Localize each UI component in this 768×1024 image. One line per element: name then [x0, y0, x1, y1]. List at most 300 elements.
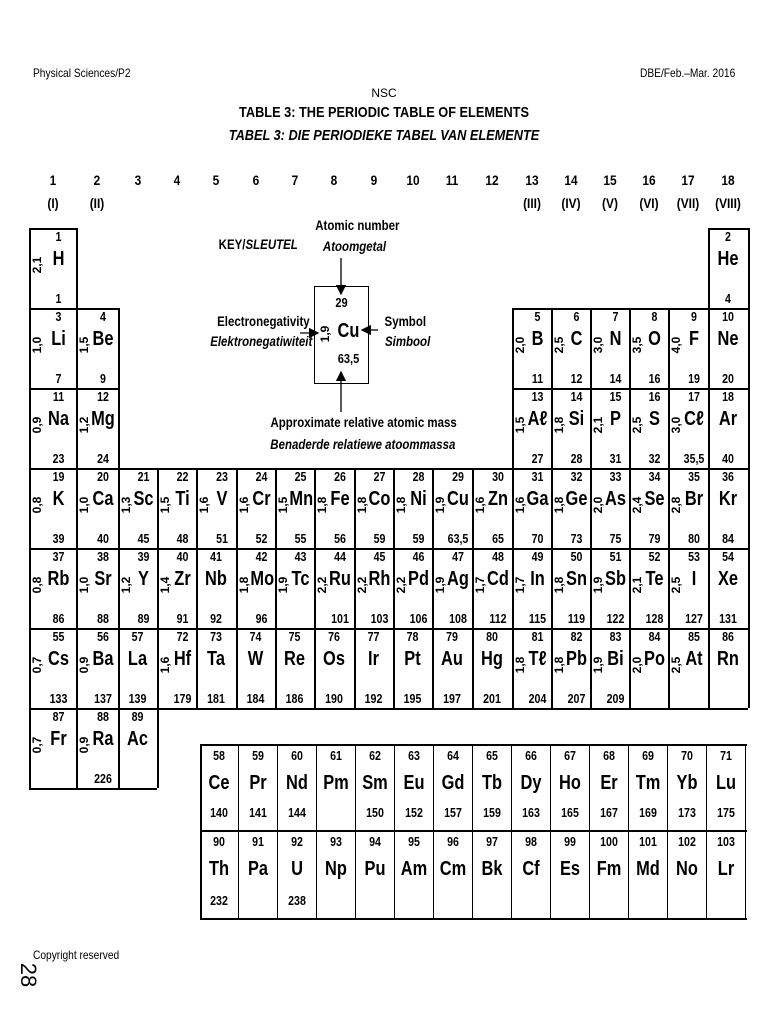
element-cell: [708, 628, 748, 708]
element-cell: [275, 628, 314, 708]
grid-line: [551, 308, 553, 468]
element-symbol: Li: [51, 328, 66, 350]
element-atomic-number: 66: [525, 749, 537, 763]
page-number: 28: [16, 962, 41, 988]
element-cell: [668, 388, 708, 468]
element-symbol: No: [676, 858, 698, 880]
element-mass: 179: [173, 692, 192, 706]
header-left: Physical Sciences/P2: [33, 66, 131, 80]
element-atomic-number: 28: [412, 470, 425, 484]
element-mass: 190: [325, 692, 343, 706]
element-electronegativity: 1,9: [433, 496, 447, 514]
element-mass: 152: [405, 806, 423, 820]
element-cell: [314, 548, 354, 628]
element-symbol: Nb: [205, 568, 227, 590]
element-electronegativity: 2,1: [630, 576, 644, 594]
element-symbol: Sc: [133, 488, 154, 510]
element-symbol: Zr: [174, 568, 191, 590]
element-symbol: Pm: [323, 772, 349, 794]
group-roman: (VI): [638, 195, 659, 211]
element-mass: 128: [645, 612, 664, 626]
element-atomic-number: 67: [564, 749, 576, 763]
f-block-element-cell: [551, 744, 590, 830]
element-mass: 127: [685, 612, 703, 626]
element-symbol: Mn: [289, 488, 314, 510]
element-mass: 112: [489, 612, 507, 626]
element-atomic-number: 96: [447, 835, 459, 849]
group-number: 17: [681, 172, 695, 188]
element-mass: 181: [207, 692, 225, 706]
element-atomic-number: 83: [609, 630, 622, 644]
element-symbol: Bi: [607, 648, 624, 670]
grid-line: [29, 788, 157, 790]
element-atomic-number: 5: [534, 310, 541, 324]
element-atomic-number: 62: [369, 749, 381, 763]
element-atomic-number: 63: [408, 749, 420, 763]
element-electronegativity: 2,5: [630, 416, 644, 434]
element-cell: [314, 468, 354, 548]
element-atomic-number: 56: [97, 630, 109, 644]
element-mass: 186: [285, 692, 304, 706]
element-cell: [29, 708, 76, 788]
f-block-element-cell: [629, 744, 668, 830]
element-electronegativity: 1,9: [433, 576, 447, 594]
element-mass: 27: [531, 452, 544, 466]
key-electronegativity-af: Elektronegatiwiteit: [210, 333, 313, 349]
element-cell: [393, 548, 432, 628]
element-atomic-number: 2: [725, 230, 731, 244]
element-mass: 238: [288, 894, 306, 908]
element-mass: 115: [528, 612, 547, 626]
element-mass: 86: [52, 612, 65, 626]
element-cell: [512, 388, 551, 468]
element-cell: [354, 548, 393, 628]
element-mass: 16: [648, 372, 661, 386]
element-mass: 80: [688, 532, 700, 546]
element-electronegativity: 2,2: [315, 576, 329, 594]
element-mass: 7: [55, 372, 62, 386]
element-atomic-number: 52: [648, 550, 661, 564]
element-symbol: Fe: [330, 488, 350, 510]
element-symbol: Br: [684, 488, 704, 510]
element-atomic-number: 65: [486, 749, 498, 763]
element-symbol: Pb: [566, 648, 587, 670]
group-number: 13: [524, 172, 539, 188]
key-mass-af: Benaderde relatiewe atoommassa: [270, 436, 456, 452]
element-symbol: K: [52, 488, 65, 510]
element-mass: 1: [55, 292, 62, 306]
element-cell: [157, 548, 196, 628]
element-cell: [29, 388, 76, 468]
element-atomic-number: 97: [486, 835, 498, 849]
group-roman: (III): [522, 195, 541, 211]
grid-line: [29, 388, 118, 390]
f-block-element-cell: [200, 744, 239, 830]
element-symbol: Ar: [718, 408, 738, 430]
element-cell: [708, 228, 748, 308]
element-atomic-number: 100: [600, 835, 618, 849]
element-symbol: Cd: [487, 568, 509, 590]
element-cell: [590, 308, 629, 388]
element-symbol: Rb: [47, 568, 70, 590]
group-number: 8: [330, 172, 338, 188]
element-atomic-number: 78: [406, 630, 419, 644]
element-symbol: Kr: [718, 488, 738, 510]
element-atomic-number: 58: [213, 749, 225, 763]
element-symbol: Os: [323, 648, 345, 670]
element-symbol: Np: [325, 858, 347, 880]
grid-line: [200, 918, 747, 920]
element-mass: 65: [492, 532, 504, 546]
element-mass: 106: [409, 612, 428, 626]
grid-line: [118, 708, 120, 788]
element-electronegativity: 1,6: [197, 496, 211, 514]
element-cell: [29, 308, 76, 388]
f-block-element-cell: [473, 830, 512, 918]
element-electronegativity: 0,9: [77, 736, 91, 754]
element-atomic-number: 3: [55, 310, 62, 324]
f-block-element-cell: [200, 830, 239, 918]
f-block-element-cell: [707, 744, 746, 830]
element-symbol: Re: [284, 648, 305, 670]
element-electronegativity: 1,8: [552, 656, 566, 674]
grid-line: [551, 468, 553, 708]
element-cell: [432, 628, 472, 708]
element-symbol: Cm: [439, 858, 467, 880]
group-number: 15: [602, 172, 617, 188]
f-block-element-cell: [317, 744, 356, 830]
element-symbol: La: [127, 648, 148, 670]
f-block-element-cell: [668, 830, 707, 918]
element-atomic-number: 1: [55, 230, 62, 244]
element-cell: [236, 468, 275, 548]
element-cell: [275, 468, 314, 548]
key-symbol-af: Simbool: [384, 333, 431, 349]
element-cell: [590, 388, 629, 468]
element-cell: [118, 708, 157, 788]
grid-line: [314, 468, 316, 708]
element-cell: [236, 548, 275, 628]
grid-line: [118, 308, 120, 468]
element-cell: [668, 308, 708, 388]
element-atomic-number: 46: [412, 550, 425, 564]
f-block-element-cell: [590, 744, 629, 830]
element-atomic-number: 27: [373, 470, 386, 484]
element-cell: [157, 628, 196, 708]
element-atomic-number: 15: [609, 390, 622, 404]
element-electronegativity: 0,7: [30, 736, 44, 754]
element-cell: [432, 548, 472, 628]
group-number: 5: [212, 172, 220, 188]
element-cell: [668, 468, 708, 548]
element-mass: 192: [364, 692, 383, 706]
element-atomic-number: 34: [648, 470, 661, 484]
element-mass: 59: [373, 532, 386, 546]
element-cell: [393, 628, 432, 708]
element-atomic-number: 48: [492, 550, 504, 564]
element-atomic-number: 101: [639, 835, 657, 849]
element-cell: [472, 628, 512, 708]
element-atomic-number: 29: [452, 470, 464, 484]
f-block-element-cell: [551, 830, 590, 918]
element-mass: 103: [370, 612, 389, 626]
element-mass: 40: [722, 452, 734, 466]
element-atomic-number: 70: [681, 749, 693, 763]
element-atomic-number: 50: [570, 550, 583, 564]
element-mass: 157: [444, 806, 462, 820]
element-electronegativity: 1,8: [355, 496, 369, 514]
element-symbol: Au: [441, 648, 463, 670]
key-electronegativity: Electronegativity: [217, 313, 310, 329]
element-atomic-number: 12: [97, 390, 109, 404]
grid-line: [354, 468, 356, 708]
element-electronegativity: 1,6: [158, 656, 172, 674]
grid-line: [29, 228, 31, 788]
grid-line: [275, 468, 277, 708]
element-cell: [118, 548, 157, 628]
element-symbol: Pt: [404, 648, 421, 670]
grid-line: [200, 830, 747, 832]
element-cell: [29, 628, 76, 708]
element-electronegativity: 3,0: [591, 336, 605, 354]
element-electronegativity: 1,8: [315, 496, 329, 514]
element-atomic-number: 99: [564, 835, 576, 849]
grid-line: [200, 744, 202, 918]
element-atomic-number: 87: [52, 710, 65, 724]
element-cell: [29, 548, 76, 628]
f-block-element-cell: [707, 830, 746, 918]
element-atomic-number: 75: [288, 630, 301, 644]
element-mass: 165: [561, 806, 579, 820]
element-cell: [236, 628, 275, 708]
element-atomic-number: 39: [137, 550, 150, 564]
element-mass: 197: [443, 692, 461, 706]
element-symbol: Md: [636, 858, 660, 880]
element-atomic-number: 33: [609, 470, 622, 484]
element-symbol: Se: [644, 488, 665, 510]
element-electronegativity: 0,7: [30, 656, 44, 674]
element-atomic-number: 16: [648, 390, 661, 404]
grid-line: [629, 308, 631, 468]
element-atomic-number: 45: [373, 550, 386, 564]
element-atomic-number: 25: [294, 470, 307, 484]
element-symbol: Am: [400, 858, 428, 880]
element-symbol: Si: [568, 408, 585, 430]
element-symbol: Cℓ: [684, 408, 704, 430]
f-block-element-cell: [239, 830, 278, 918]
element-electronegativity: 1,6: [473, 496, 487, 514]
element-mass: 79: [648, 532, 661, 546]
element-symbol: Ac: [127, 728, 148, 750]
element-atomic-number: 73: [210, 630, 222, 644]
element-atomic-number: 13: [531, 390, 544, 404]
element-symbol: Po: [644, 648, 665, 670]
element-cell: [76, 468, 118, 548]
element-cell: [118, 468, 157, 548]
element-mass: 84: [722, 532, 734, 546]
element-mass: 52: [255, 532, 268, 546]
element-symbol: Cr: [252, 488, 271, 510]
element-symbol: U: [291, 858, 303, 880]
element-atomic-number: 89: [131, 710, 144, 724]
element-electronegativity: 1,5: [77, 336, 91, 354]
f-block-element-cell: [356, 830, 395, 918]
element-atomic-number: 61: [330, 749, 342, 763]
element-symbol: Fr: [50, 728, 67, 750]
element-electronegativity: 2,2: [355, 576, 369, 594]
element-symbol: Lu: [715, 772, 737, 794]
element-symbol: Pd: [408, 568, 429, 590]
element-mass: 201: [483, 692, 501, 706]
key-atomic-number: Atomic number: [315, 217, 400, 233]
element-electronegativity: 2,0: [591, 496, 605, 514]
element-electronegativity: 3,5: [630, 336, 644, 354]
element-electronegativity: 2,1: [30, 256, 44, 274]
element-atomic-number: 35: [688, 470, 700, 484]
element-cell: [354, 468, 393, 548]
element-electronegativity: 0,9: [77, 656, 91, 674]
element-atomic-number: 44: [334, 550, 346, 564]
element-symbol: Cf: [522, 858, 540, 880]
element-atomic-number: 93: [330, 835, 342, 849]
element-cell: [118, 628, 157, 708]
key-example-en: 1,9: [318, 325, 332, 343]
element-electronegativity: 2,5: [669, 656, 683, 674]
element-mass: 204: [528, 692, 547, 706]
element-symbol: Aℓ: [527, 408, 548, 430]
element-atomic-number: 60: [291, 749, 303, 763]
element-electronegativity: 1,8: [394, 496, 408, 514]
element-atomic-number: 95: [408, 835, 420, 849]
element-electronegativity: 2,8: [669, 496, 683, 514]
group-roman: (VIII): [715, 195, 741, 211]
element-symbol: O: [648, 328, 661, 350]
element-symbol: He: [717, 248, 739, 270]
element-electronegativity: 1,8: [237, 576, 251, 594]
element-cell: [275, 548, 314, 628]
element-mass: 122: [606, 612, 625, 626]
group-number: 2: [93, 172, 101, 188]
element-atomic-number: 77: [367, 630, 380, 644]
element-symbol: N: [609, 328, 622, 350]
element-mass: 40: [97, 532, 109, 546]
key-example-symbol: Cu: [337, 320, 360, 342]
element-electronegativity: 1,8: [552, 416, 566, 434]
element-symbol: Hg: [481, 648, 503, 670]
f-block-element-cell: [512, 830, 551, 918]
element-mass: 96: [255, 612, 268, 626]
element-electronegativity: 2,5: [552, 336, 566, 354]
element-symbol: Eu: [403, 772, 425, 794]
element-cell: [196, 548, 236, 628]
element-cell: [393, 468, 432, 548]
element-electronegativity: 1,0: [77, 576, 91, 594]
element-mass: 207: [567, 692, 586, 706]
element-electronegativity: 2,1: [591, 416, 605, 434]
element-atomic-number: 88: [97, 710, 109, 724]
element-symbol: Be: [92, 328, 114, 350]
element-symbol: Pr: [249, 772, 267, 794]
grid-line: [29, 708, 748, 710]
element-symbol: Rh: [368, 568, 391, 590]
grid-line: [29, 548, 748, 550]
grid-line: [668, 308, 670, 468]
grid-line: [512, 468, 514, 708]
element-electronegativity: 1,5: [276, 496, 290, 514]
element-atomic-number: 71: [720, 749, 732, 763]
element-symbol: Sn: [566, 568, 587, 590]
group-number: 18: [721, 172, 735, 188]
f-block-element-cell: [239, 744, 278, 830]
element-atomic-number: 53: [688, 550, 700, 564]
element-electronegativity: 2,0: [513, 336, 527, 354]
element-symbol: Zn: [487, 488, 509, 510]
element-symbol: Gd: [441, 772, 465, 794]
element-atomic-number: 86: [722, 630, 734, 644]
element-electronegativity: 1,5: [158, 496, 172, 514]
element-mass: 20: [722, 372, 734, 386]
element-mass: 141: [249, 806, 267, 820]
element-atomic-number: 24: [255, 470, 268, 484]
element-symbol: At: [685, 648, 703, 670]
element-electronegativity: 1,6: [237, 496, 251, 514]
element-electronegativity: 1,5: [513, 416, 527, 434]
key-example-number: 29: [335, 295, 348, 310]
element-symbol: Na: [48, 408, 69, 430]
element-electronegativity: 1,7: [513, 576, 527, 594]
element-cell: [76, 388, 118, 468]
element-atomic-number: 74: [249, 630, 262, 644]
grid-line: [629, 468, 631, 708]
element-symbol: Te: [645, 568, 664, 590]
element-atomic-number: 43: [294, 550, 307, 564]
group-number: 11: [445, 172, 459, 188]
group-number: 10: [405, 172, 420, 188]
f-block-element-cell: [278, 830, 317, 918]
f-block-element-cell: [434, 744, 473, 830]
element-cell: [629, 308, 668, 388]
element-electronegativity: 4,0: [669, 336, 683, 354]
element-electronegativity: 1,8: [552, 496, 566, 514]
element-electronegativity: 2,2: [394, 576, 408, 594]
element-symbol: W: [247, 648, 264, 670]
element-electronegativity: 1,7: [473, 576, 487, 594]
f-block-element-cell: [317, 830, 356, 918]
element-symbol: Sm: [362, 772, 388, 794]
element-symbol: Ta: [207, 648, 225, 670]
element-symbol: Cs: [48, 648, 69, 670]
header-right: DBE/Feb.–Mar. 2016: [640, 66, 736, 80]
element-symbol: Rn: [717, 648, 739, 670]
element-atomic-number: 6: [573, 310, 580, 324]
group-roman: (V): [601, 195, 618, 211]
element-symbol: I: [691, 568, 697, 590]
element-atomic-number: 102: [678, 835, 696, 849]
element-electronegativity: 1,6: [513, 496, 527, 514]
element-mass: 119: [567, 612, 586, 626]
element-atomic-number: 47: [452, 550, 464, 564]
element-atomic-number: 85: [688, 630, 700, 644]
element-cell: [29, 468, 76, 548]
f-block-element-cell: [590, 830, 629, 918]
element-mass: 184: [246, 692, 265, 706]
element-cell: [76, 708, 118, 788]
element-symbol: F: [688, 328, 700, 350]
group-roman: (II): [89, 195, 105, 211]
element-mass: 9: [100, 372, 106, 386]
element-cell: [668, 628, 708, 708]
element-atomic-number: 69: [642, 749, 654, 763]
